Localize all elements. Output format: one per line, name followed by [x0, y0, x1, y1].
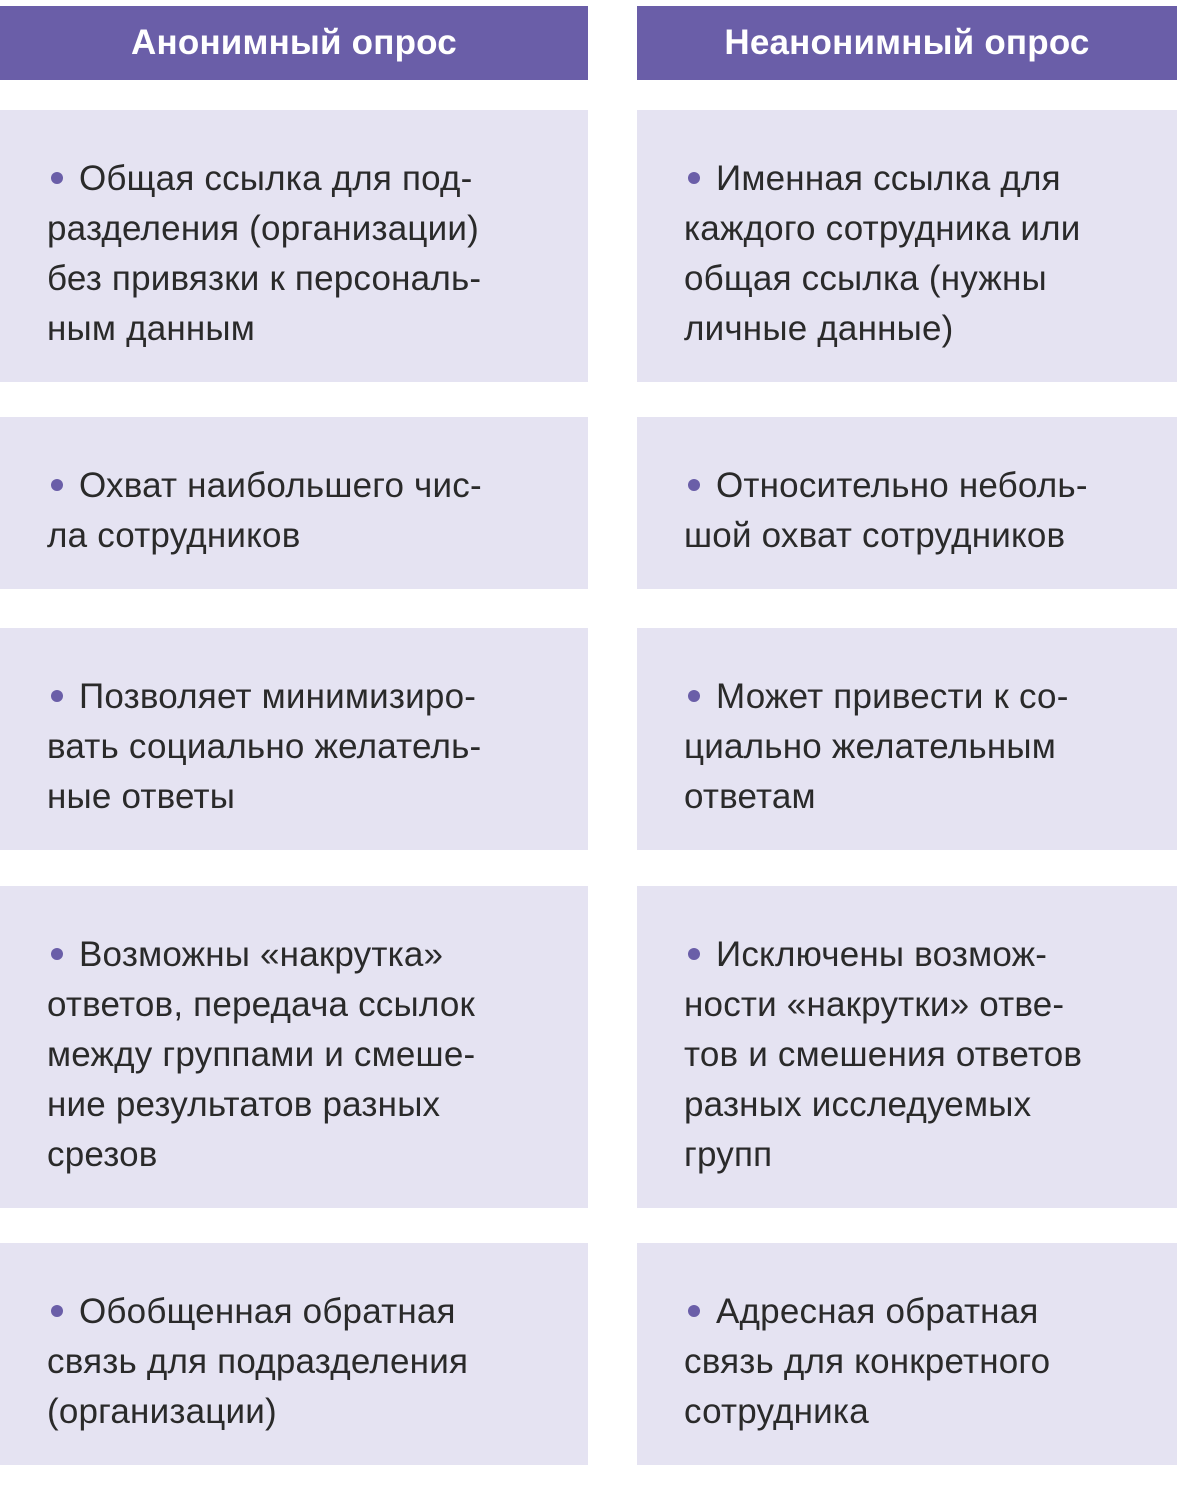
bullet-dot [688, 1305, 700, 1317]
cell-text [684, 672, 1157, 822]
cell-text [47, 930, 568, 1180]
cell-text [47, 1287, 568, 1437]
header-named-survey: Неанонимный опрос [637, 6, 1177, 80]
cell-text [47, 461, 568, 561]
header-anonymous-survey: Анонимный опрос [0, 6, 588, 80]
comparison-cell-named-feedback [637, 1243, 1177, 1465]
cell-text-content: Адресная обратная связь для конкретного сотрудника [684, 1292, 1051, 1431]
cell-text-content: Относительно неболь- шой охват сотрудников [684, 466, 1088, 555]
cell-text [684, 461, 1157, 561]
cell-text-content: Охват наибольшего чис- ла сотрудников [47, 466, 482, 555]
comparison-cell-anonymous-coverage [0, 417, 588, 589]
comparison-cell-anonymous-link [0, 110, 588, 382]
bullet-dot [688, 690, 700, 702]
bullet-dot [51, 1305, 63, 1317]
cell-text-content: Общая ссылка для под- разделения (организации) без привязки к персональ- ным данным [47, 159, 482, 348]
cell-text-content: Именная ссылка для каждого сотрудника или общая ссылка (нужны личные данные) [684, 159, 1081, 348]
bullet-dot [688, 948, 700, 960]
comparison-cell-named-desirability [637, 628, 1177, 850]
comparison-cell-named-link [637, 110, 1177, 382]
comparison-cell-anonymous-feedback [0, 1243, 588, 1465]
bullet-dot [51, 172, 63, 184]
cell-text [684, 1287, 1157, 1437]
cell-text [47, 154, 568, 354]
comparison-cell-named-manipulation [637, 886, 1177, 1208]
bullet-dot [688, 479, 700, 491]
comparison-cell-anonymous-desirability [0, 628, 588, 850]
cell-text-content: Возможны «накрутка» ответов, передача ссылок между группами и смеше- ние результатов разных срезов [47, 935, 476, 1174]
bullet-dot [688, 172, 700, 184]
bullet-dot [51, 690, 63, 702]
cell-text [684, 930, 1157, 1180]
bullet-dot [51, 479, 63, 491]
comparison-cell-named-coverage [637, 417, 1177, 589]
comparison-cell-anonymous-manipulation [0, 886, 588, 1208]
cell-text-content: Позволяет минимизиро- вать социально желатель- ные ответы [47, 677, 482, 816]
cell-text-content: Обобщенная обратная связь для подразделения (организации) [47, 1292, 469, 1431]
cell-text [47, 672, 568, 822]
cell-text [684, 154, 1157, 354]
cell-text-content: Исключены возмож- ности «накрутки» отве- тов и смешения ответов разных исследуемых групп [684, 935, 1083, 1174]
cell-text-content: Может привести к со- циально желательным ответам [684, 677, 1069, 816]
bullet-dot [51, 948, 63, 960]
